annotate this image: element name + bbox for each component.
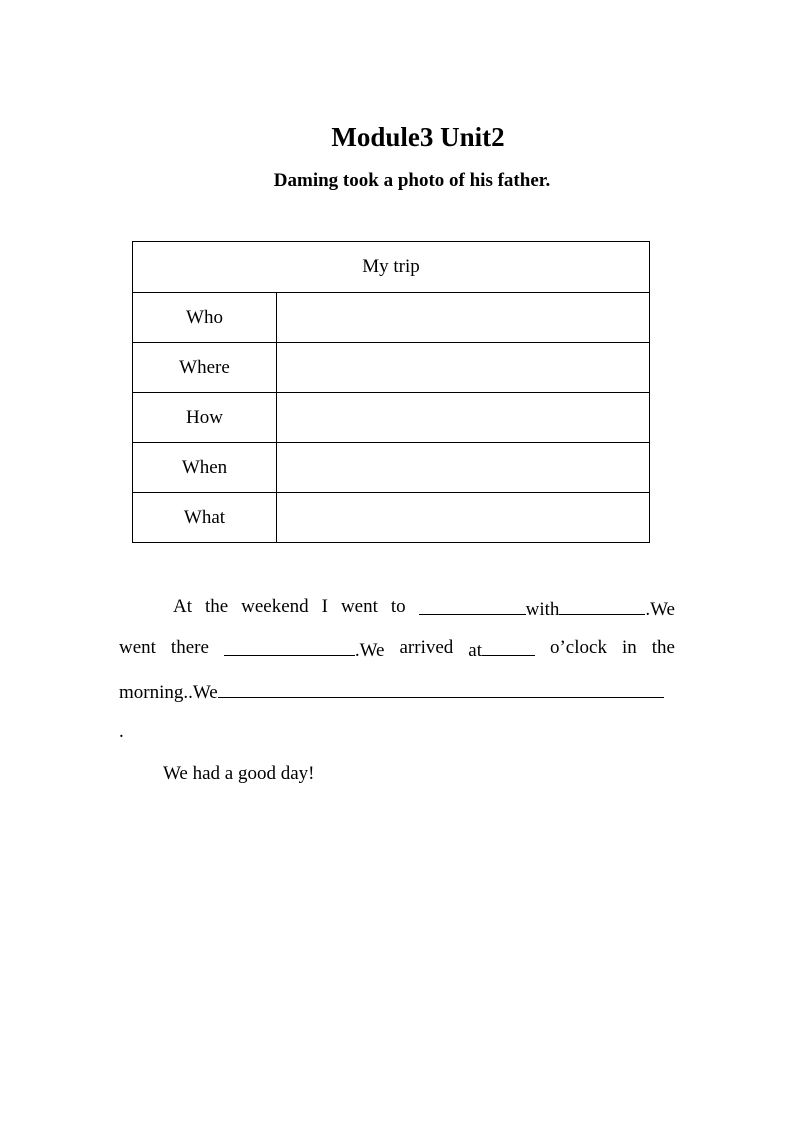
word: went (119, 637, 156, 658)
table-row (133, 343, 650, 393)
closing-line: We had a good day! (163, 763, 315, 784)
word: I (321, 596, 328, 617)
row-answer-when[interactable] (277, 443, 650, 493)
page-subtitle: Daming took a photo of his father. (273, 170, 551, 191)
row-answer-what[interactable] (277, 493, 650, 543)
blank-time[interactable] (482, 637, 535, 656)
word: morning..We (119, 682, 218, 703)
row-answer-how[interactable] (277, 393, 650, 443)
blank-group (468, 637, 535, 662)
word: in (621, 637, 637, 658)
period: . (119, 721, 124, 742)
word: arrived (399, 637, 454, 658)
blank-place[interactable] (419, 596, 526, 615)
word: At (173, 596, 192, 617)
passage-line-1 (173, 596, 675, 621)
passage-line-4 (119, 721, 675, 743)
blank-group (419, 596, 675, 621)
row-answer-where[interactable] (277, 343, 650, 393)
word: at (468, 640, 482, 661)
passage-line-2 (119, 637, 675, 662)
blank-group (224, 637, 385, 662)
word: there (170, 637, 209, 658)
word: o’clock (549, 637, 607, 658)
word: the (651, 637, 675, 658)
word: .We (354, 640, 385, 661)
blank-activity[interactable] (218, 679, 664, 698)
word: the (204, 596, 229, 617)
row-answer-who[interactable] (277, 293, 650, 343)
word: to (390, 596, 406, 617)
blank-transport[interactable] (224, 637, 355, 656)
word: weekend (241, 596, 309, 617)
word: .We (645, 599, 675, 620)
table-row (133, 293, 650, 343)
row-label-who: Who (133, 293, 277, 343)
row-label-how: How (133, 393, 277, 443)
passage-line-3 (119, 679, 675, 704)
page-title: Module3 Unit2 (331, 122, 505, 152)
table-row (133, 443, 650, 493)
table-header-row (133, 242, 650, 293)
trip-table (132, 241, 650, 543)
table-header-cell: My trip (133, 242, 650, 293)
row-label-what: What (133, 493, 277, 543)
blank-companion[interactable] (559, 596, 645, 615)
word: with (525, 599, 560, 620)
row-label-where: Where (133, 343, 277, 393)
word: went (340, 596, 378, 617)
table-row (133, 393, 650, 443)
row-label-when: When (133, 443, 277, 493)
table-row (133, 493, 650, 543)
